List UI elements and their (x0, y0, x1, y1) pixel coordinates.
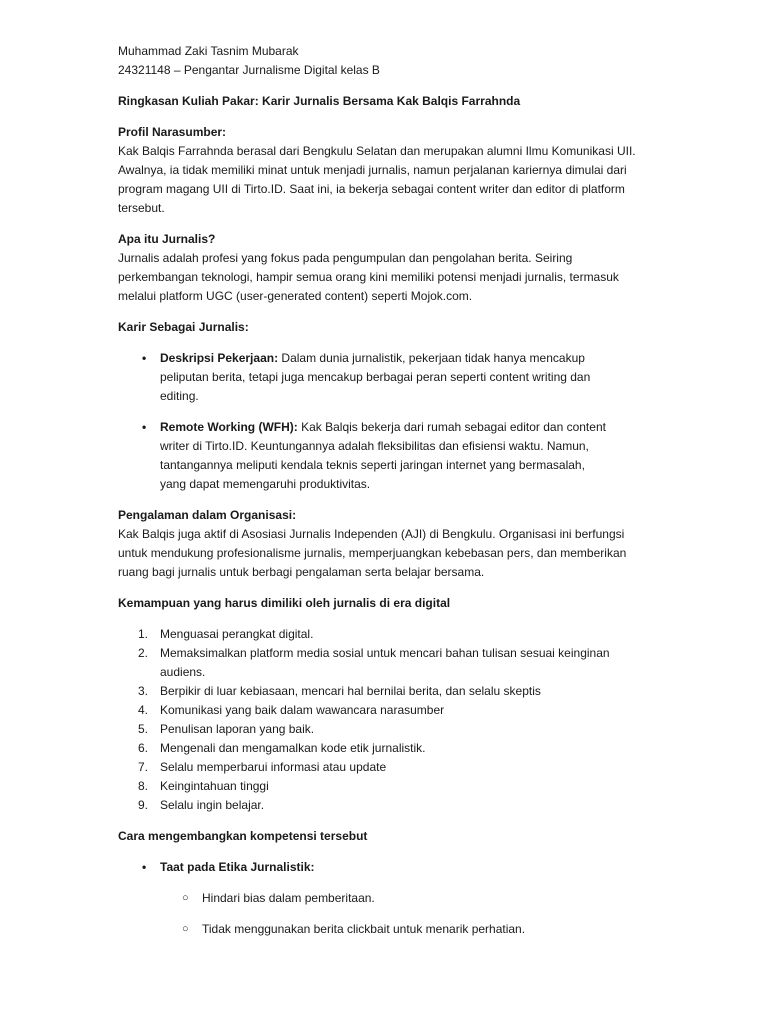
list-item (118, 758, 610, 777)
list-number: 9. (138, 798, 149, 812)
cara-list (118, 858, 658, 877)
list-number: 5. (138, 722, 149, 736)
list-number: 6. (138, 741, 149, 755)
list-item-text: Memaksimalkan platform media sosial untuk mencari bahan tulisan sesuai keinginan audiens. (160, 646, 610, 679)
kemampuan-list (118, 625, 658, 815)
karir-item-label: Deskripsi Pekerjaan: (160, 351, 279, 365)
cara-sub-list (118, 889, 658, 939)
list-item (118, 349, 610, 406)
karir-item-label: Remote Working (WFH): (160, 420, 298, 434)
list-number: 7. (138, 760, 149, 774)
list-item-text: Berpikir di luar kebiasaan, mencari hal bernilai berita, dan selalu skeptis (160, 684, 541, 698)
list-item (118, 625, 610, 644)
document-title: Ringkasan Kuliah Pakar: Karir Jurnalis Bersama Kak Balqis Farrahnda (118, 94, 521, 108)
bullet-icon: • (142, 351, 147, 365)
organisasi-heading: Pengalaman dalam Organisasi: (118, 508, 297, 522)
course-line: 24321148 – Pengantar Jurnalisme Digital kelas B (118, 63, 380, 77)
sub-list-item (118, 889, 658, 908)
list-item-text: Penulisan laporan yang baik. (160, 722, 315, 736)
list-number: 4. (138, 703, 149, 717)
list-item-text: Mengenali dan mengamalkan kode etik jurnalistik. (160, 741, 426, 755)
list-item-text: Komunikasi yang baik dalam wawancara narasumber (160, 703, 445, 717)
karir-heading: Karir Sebagai Jurnalis: (118, 320, 249, 334)
author-name: Muhammad Zaki Tasnim Mubarak (118, 44, 299, 58)
cara-bullet-label: Taat pada Etika Jurnalistik: (160, 860, 315, 874)
cara-heading: Cara mengembangkan kompetensi tersebut (118, 829, 368, 843)
kemampuan-heading: Kemampuan yang harus dimiliki oleh jurnalis di era digital (118, 596, 451, 610)
karir-item-text: Kak Balqis bekerja dari rumah sebagai editor dan content writer di Tirto.ID. Keuntungannya adalah fleksibilitas dan efisiensi waktu. Namun, tantangannya meliputi kendala teknis seperti jaringan internet yang bermasalah, yang dapat memengaruhi produktivitas. (160, 420, 606, 491)
list-item (118, 796, 610, 815)
list-item (118, 644, 610, 682)
list-item-text: Menguasai perangkat digital. (160, 627, 314, 641)
circle-bullet-icon: ○ (182, 892, 189, 904)
list-item (118, 858, 658, 877)
bullet-icon: • (142, 860, 147, 874)
list-item (118, 777, 610, 796)
bullet-icon: • (142, 420, 147, 434)
apa-text: Jurnalis adalah profesi yang fokus pada pengumpulan dan pengolahan berita. Seiring perkembangan teknologi, hampir semua orang kini memiliki potensi menjadi jurnalis, termasuk melalui platform UGC (user-generated content) seperti Mojok.com. (118, 251, 619, 303)
list-item (118, 720, 610, 739)
profil-heading: Profil Narasumber: (118, 125, 227, 139)
list-number: 8. (138, 779, 149, 793)
sub-item-text: Tidak menggunakan berita clickbait untuk menarik perhatian. (202, 922, 526, 936)
list-item-text: Selalu ingin belajar. (160, 798, 265, 812)
list-number: 1. (138, 627, 149, 641)
list-item (118, 739, 610, 758)
organisasi-text: Kak Balqis juga aktif di Asosiasi Jurnalis Independen (AJI) di Bengkulu. Organisasi ini berfungsi untuk mendukung profesionalisme jurnalis, memperjuangkan kebebasan pers, dan memberikan ruang bagi jurnalis untuk berbagi pengalaman serta belajar bersama. (118, 527, 627, 579)
document-page (118, 42, 658, 939)
karir-list (118, 349, 658, 494)
sub-list-item (118, 920, 658, 939)
circle-bullet-icon: ○ (182, 923, 189, 935)
sub-item-text: Hindari bias dalam pemberitaan. (202, 891, 375, 905)
list-item (118, 701, 610, 720)
list-item-text: Selalu memperbarui informasi atau update (160, 760, 387, 774)
list-number: 3. (138, 684, 149, 698)
profil-text: Kak Balqis Farrahnda berasal dari Bengkulu Selatan dan merupakan alumni Ilmu Komunikasi UII. Awalnya, ia tidak memiliki minat untuk menjadi jurnalis, namun perjalanan kariernya dimulai dari program magang UII di Tirto.ID. Saat ini, ia bekerja sebagai content writer dan editor di platform tersebut. (118, 144, 636, 215)
list-number: 2. (138, 646, 149, 660)
list-item-text: Keingintahuan tinggi (160, 779, 269, 793)
list-item (118, 418, 610, 494)
apa-heading: Apa itu Jurnalis? (118, 232, 216, 246)
karir-item-text: Dalam dunia jurnalistik, pekerjaan tidak hanya mencakup peliputan berita, tetapi juga mencakup berbagai peran seperti content writing dan editing. (160, 351, 591, 403)
list-item (118, 682, 610, 701)
